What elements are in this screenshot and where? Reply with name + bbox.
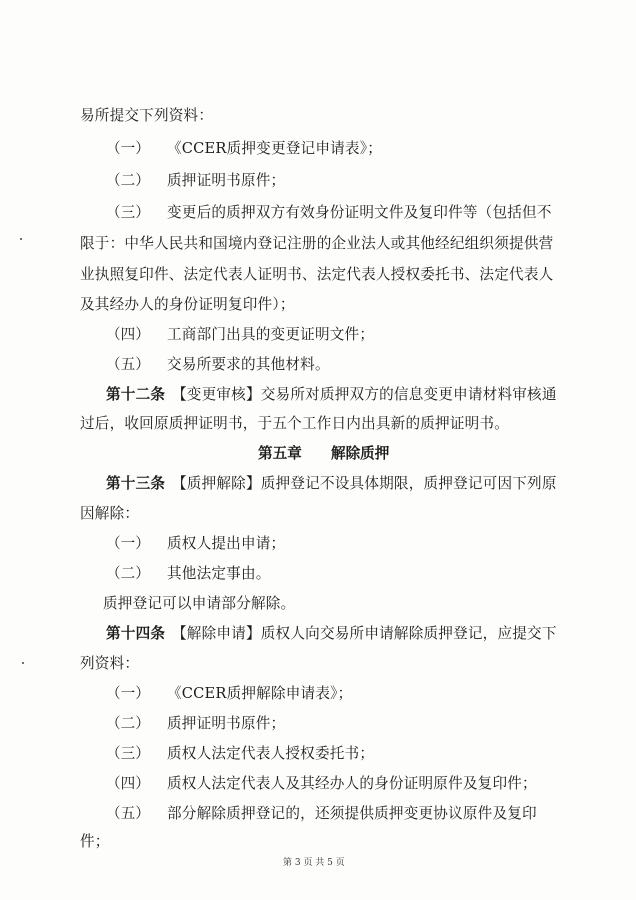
list-item-text: 质权人法定代表人授权委托书； — [167, 745, 375, 762]
list-item-text: 其他法定事由。 — [167, 565, 271, 582]
text-line: 列资料： — [80, 655, 140, 672]
list-item-text: 质权人法定代表人及其经办人的身份证明原件及复印件； — [167, 775, 537, 792]
list-item-text: 部分解除质押登记的，还须提供质押变更协议原件及复印 — [167, 805, 537, 822]
list-number: （五） — [106, 805, 150, 822]
list-item-text: 质权人提出申请； — [167, 535, 286, 552]
list-item-text: 质押证明书原件； — [167, 172, 286, 189]
text-line: 件； — [80, 833, 110, 850]
article-text: 【质押解除】质押登记不设具体期限，质押登记可因下列原 — [172, 475, 557, 492]
list-number: （二） — [106, 715, 150, 732]
list-number: （四） — [106, 775, 150, 792]
article-text: 【解除申请】质权人向交易所申请解除质押登记，应提交下 — [172, 625, 557, 642]
list-item-text: 《CCER质押解除申请表》； — [167, 685, 353, 702]
list-item-text: 质押证明书原件； — [167, 715, 286, 732]
page-footer: 第 3 页 共 5 页 — [283, 858, 345, 868]
article-label: 第十三条 — [106, 475, 166, 492]
text-line: 过后，收回原质押证明书，于五个工作日内出具新的质押证明书。 — [80, 415, 510, 432]
list-number: （四） — [106, 326, 150, 343]
list-number: （三） — [106, 745, 150, 762]
text-line: 质押登记可以申请部分解除。 — [103, 595, 296, 612]
text-line: 及其经办人的身份证明复印件）； — [80, 296, 295, 313]
article-label: 第十四条 — [106, 625, 166, 642]
text-line: 易所提交下列资料： — [80, 107, 214, 124]
list-number: （一） — [106, 140, 150, 157]
list-number: （五） — [106, 356, 150, 373]
list-number: （一） — [106, 535, 150, 552]
scan-speck — [20, 238, 22, 240]
list-item-text: 工商部门出具的变更证明文件； — [167, 326, 375, 343]
article-label: 第十二条 — [106, 386, 166, 403]
chapter-heading: 第五章 解除质押 — [258, 445, 390, 462]
scan-speck — [22, 662, 24, 664]
article-text: 【变更审核】交易所对质押双方的信息变更申请材料审核通 — [172, 386, 557, 403]
list-number: （二） — [106, 565, 150, 582]
text-line: 因解除： — [80, 505, 140, 522]
list-item-text: 《CCER质押变更登记申请表》； — [167, 140, 382, 157]
text-line: 业执照复印件、法定代表人证明书、法定代表人授权委托书、法定代表人 — [80, 266, 554, 283]
list-item-text: 变更后的质押双方有效身份证明文件及复印件等（包括但不 — [167, 204, 552, 221]
list-number: （一） — [106, 685, 150, 702]
list-number: （二） — [106, 172, 150, 189]
list-number: （三） — [106, 204, 150, 221]
list-item-text: 交易所要求的其他材料。 — [167, 356, 330, 373]
text-line: 限于：中华人民共和国境内登记注册的企业法人或其他经纪组织须提供营 — [80, 235, 554, 252]
